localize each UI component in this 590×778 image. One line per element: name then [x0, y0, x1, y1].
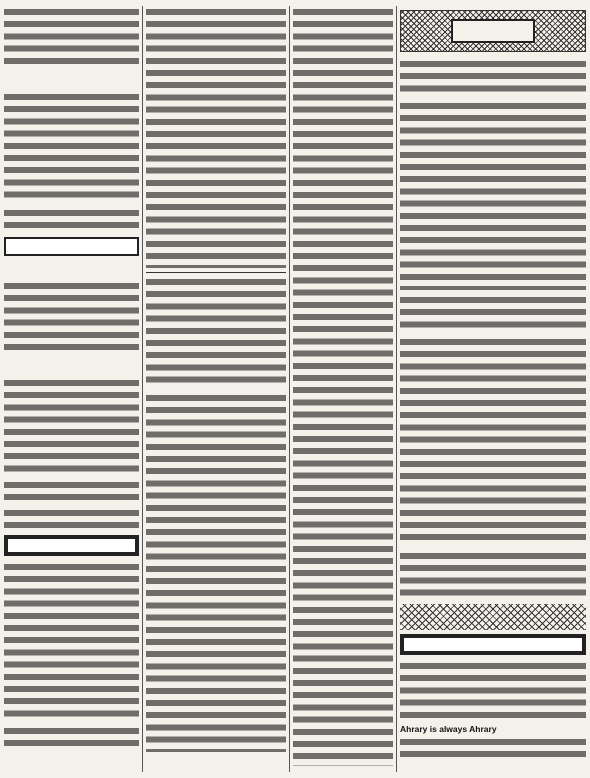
article-title — [451, 19, 535, 43]
article-title-banner — [400, 10, 586, 52]
article-paragraph — [400, 336, 586, 546]
column-divider — [142, 6, 143, 772]
column-3 — [293, 6, 393, 772]
column-4 — [400, 6, 586, 772]
section-subheading — [4, 358, 139, 373]
article-text — [146, 276, 286, 388]
article-text — [4, 561, 139, 721]
article-paragraph — [400, 660, 586, 720]
article-text — [293, 6, 393, 766]
column-1 — [4, 6, 139, 772]
column-2 — [146, 6, 286, 772]
article-text — [146, 392, 286, 752]
article-paragraph — [400, 100, 586, 290]
column-divider — [289, 6, 290, 772]
decorative-pattern — [400, 604, 586, 630]
caption-line — [4, 72, 139, 87]
english-quote: Ahrary is always Ahrary — [400, 724, 497, 734]
section-subheading — [4, 261, 139, 276]
section-heading-box — [400, 634, 586, 655]
article-text — [146, 6, 286, 268]
article-text — [4, 91, 139, 203]
article-text — [4, 6, 139, 68]
article-text — [4, 377, 139, 475]
signature-line — [4, 479, 139, 503]
signature-reference — [400, 550, 586, 600]
article-text — [4, 507, 139, 531]
article-paragraph — [400, 736, 586, 760]
salam-lines — [4, 207, 139, 233]
section-heading-box — [4, 237, 139, 256]
column-divider — [396, 6, 397, 772]
section-heading-box — [4, 535, 139, 556]
article-text — [4, 280, 139, 354]
signature-reference — [400, 294, 586, 332]
footer-line — [4, 725, 139, 749]
separator — [146, 272, 286, 273]
intro-text — [400, 58, 586, 96]
